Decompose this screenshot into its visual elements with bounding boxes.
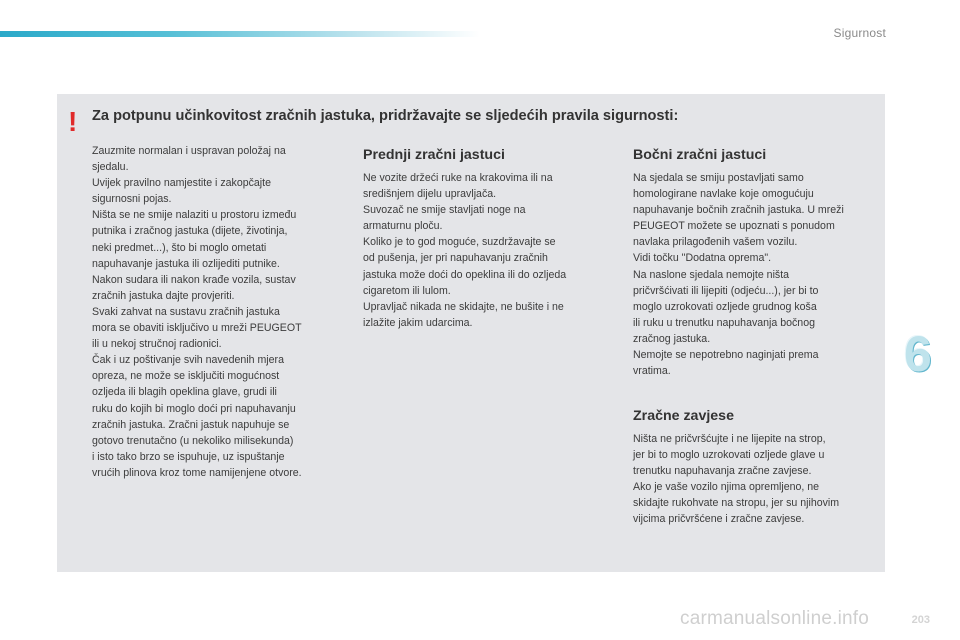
front-airbags-title: Prednji zračni jastuci [363, 147, 505, 163]
text-line: Suvozač ne smije stavljati noge na [363, 204, 526, 217]
page-number: 203 [911, 614, 930, 626]
text-line: Ne vozite držeći ruke na krakovima ili na [363, 172, 553, 184]
text-line: središnjem dijelu upravljača. [363, 188, 497, 201]
text-line: vrućih plinova kroz tome namijenjene otvore. [92, 466, 302, 479]
text-line: Uvijek pravilno namjestite i zakopčajte [92, 177, 271, 190]
side-airbags-section [633, 146, 883, 379]
text-line: Ništa ne pričvršćujte i ne lijepite na strop, [633, 433, 826, 445]
text-line: sigurnosni pojas. [92, 193, 172, 206]
text-line: i isto tako brzo se ispuhuje, uz ispuštanje [92, 450, 285, 463]
text-line: skidajte rukohvate na stropu, jer su njihovim [633, 497, 840, 510]
text-line: Svaki zahvat na sustavu zračnih jastuka [92, 305, 280, 318]
text-line: vratima. [633, 365, 671, 378]
curtain-airbags-section [633, 407, 883, 528]
text-line: Na sjedala se smiju postavljati samo [633, 172, 804, 184]
text-line: sjedalu. [92, 161, 129, 174]
text-line: ruku do kojih bi moglo doći pri napuhavanju [92, 402, 296, 415]
text-line: Ako je vaše vozilo njima opremljeno, ne [633, 481, 820, 494]
side-airbags-title: Bočni zračni jastuci [633, 147, 767, 163]
text-line: neki predmet...), što bi moglo ometati [92, 241, 267, 254]
text-line: PEUGEOT možete se upoznati s ponudom [633, 220, 835, 233]
text-line: putnika i zračnog jastuka (dijete, životinja, [92, 225, 288, 238]
text-line: jastuka može doći do opeklina ili do ozljeda [363, 268, 567, 281]
text-line: cigaretom ili lulom. [363, 284, 451, 297]
text-line: zračnog jastuka. [633, 332, 711, 345]
text-line: Na naslone sjedala nemojte ništa [633, 268, 790, 281]
header-accent-bar [0, 31, 480, 37]
text-line: gotovo trenutačno (u nekoliko milisekunda) [92, 434, 294, 447]
text-line: Zauzmite normalan i uspravan položaj na [92, 145, 286, 157]
text-line: zračnih jastuka. Zračni jastuk napuhuje se [92, 418, 290, 431]
text-line: od pušenja, jer pri napuhavanju zračnih [363, 252, 548, 265]
front-airbags-section [363, 146, 613, 331]
text-line: homologirane navlake koje omogućuju [633, 188, 814, 201]
text-line: Koliko je to god moguće, suzdržavajte se [363, 236, 556, 249]
curtain-airbags-title: Zračne zavjese [633, 408, 734, 424]
text-line: ozljeda ili blagih opeklina glave, grudi ili [92, 386, 277, 399]
general-rules-text [92, 143, 352, 481]
text-line: armaturnu ploču. [363, 220, 443, 233]
text-line: moglo uzrokovati ozljede grudnog koša [633, 300, 817, 313]
text-line: Nakon sudara ili nakon krađe vozila, sustav [92, 273, 296, 286]
text-line: zračnih jastuka dajte provjeriti. [92, 289, 235, 302]
text-line: vijcima pričvršćene i zračne zavjese. [633, 513, 805, 526]
text-line: Nemojte se nepotrebno naginjati prema [633, 349, 819, 362]
text-line: opreza, ne može se isključiti mogućnost [92, 370, 280, 383]
text-line: ili u nekoj stručnoj radionici. [92, 338, 222, 351]
chapter-number: 6 [904, 326, 932, 382]
text-line: Vidi točku "Dodatna oprema". [633, 252, 772, 265]
text-line: izlažite jakim udarcima. [363, 316, 473, 329]
exclamation-warning-icon: ! [68, 106, 78, 137]
text-line: Čak i uz poštivanje svih navedenih mjera [92, 354, 284, 367]
section-title: Sigurnost [833, 26, 886, 40]
warning-heading: Za potpunu učinkovitost zračnih jastuka, pridržavajte se sljedećih pravila sigurnosti: [92, 108, 679, 124]
text-line: ili ruku u trenutku napuhavanja bočnog [633, 316, 815, 329]
text-line: mora se obaviti isključivo u mreži PEUGEOT [92, 322, 302, 335]
watermark: carmanualsonline.info [680, 608, 870, 629]
text-line: navlaka prilagođenih vašem vozilu. [633, 236, 798, 249]
text-line: napuhavanje bočnih zračnih jastuka. U mreži [633, 204, 844, 217]
text-line: trenutku napuhavanja zračne zavjese. [633, 465, 812, 478]
text-line: napuhavanje jastuka ili ozlijediti putnike. [92, 257, 280, 270]
text-line: jer bi to moglo uzrokovati ozljede glave u [633, 449, 825, 462]
text-line: Ništa se ne smije nalaziti u prostoru između [92, 209, 297, 222]
text-line: pričvršćivati ili lijepiti (odjeću...), jer bi to [633, 284, 819, 297]
text-line: Upravljač nikada ne skidajte, ne bušite i ne [363, 300, 564, 313]
